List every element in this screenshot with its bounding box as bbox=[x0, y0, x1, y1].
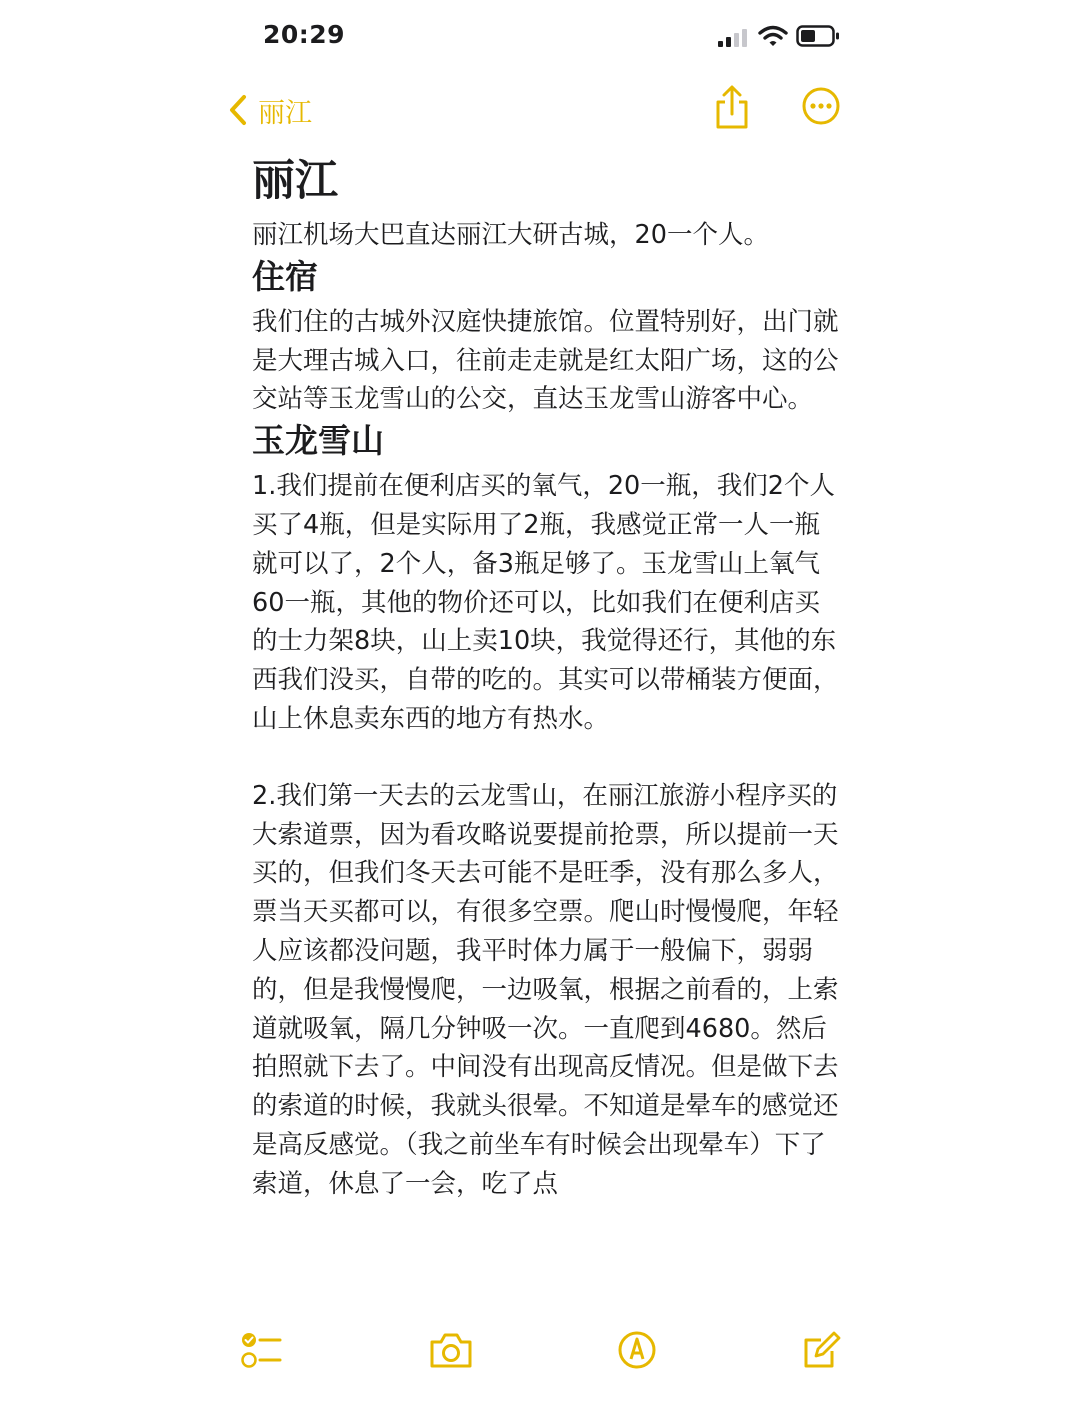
paragraph-gap bbox=[252, 739, 842, 777]
status-time: 20:29 bbox=[263, 20, 346, 49]
wifi-icon bbox=[758, 25, 788, 47]
note-title: 丽江 bbox=[252, 156, 338, 206]
checklist-icon[interactable] bbox=[240, 1330, 284, 1370]
note-intro: 丽江机场大巴直达丽江大研古城，20一个人。 bbox=[252, 220, 769, 250]
markup-icon[interactable] bbox=[617, 1330, 657, 1370]
section-heading-jade-dragon: 玉龙雪山 bbox=[252, 421, 384, 461]
note-body[interactable] bbox=[252, 150, 842, 1310]
section-heading-lodging: 住宿 bbox=[252, 256, 318, 296]
cellular-signal-icon bbox=[718, 28, 748, 48]
bottom-toolbar bbox=[0, 1322, 1080, 1382]
more-icon[interactable] bbox=[801, 86, 841, 126]
compose-icon[interactable] bbox=[802, 1330, 842, 1370]
share-icon[interactable] bbox=[712, 84, 752, 130]
section-paragraph-2: 2.我们第一天去的云龙雪山，在丽江旅游小程序买的大索道票，因为看攻略说要提前抢票，所以提前一天买的，但我们冬天去可能不是旺季，没有那么多人，票当天买都可以，有很多空票。爬山时慢慢爬，年轻人应该都没问题，我平时体力属于一般偏下，弱弱的，但是我慢慢爬，一边吸氧，根据之前看的，上索道就吸氧，隔几分钟吸一次。一直爬到4680。然后拍照就下去了。中间没有出现高反情况。但是做下去的索道的时候，我就头很晕。不知道是晕车的感觉还是高反感觉。（我之前坐车有时候会出现晕车）下了索道，休息了一会，吃了点 bbox=[252, 780, 839, 1199]
back-button[interactable] bbox=[228, 88, 312, 132]
section-paragraph-1: 1.我们提前在便利店买的氧气，20一瓶，我们2个人买了4瓶，但是实际用了2瓶，我感觉正常一人一瓶就可以了，2个人，备3瓶足够了。玉龙雪山上氧气60一瓶，其他的物价还可以，比如我们在便利店买的士力架8块，山上卖10块，我觉得还行，其他的东西我们没买，自带的吃的。其实可以带桶装方便面，山上休息卖东西的地方有热水。 bbox=[252, 471, 839, 734]
status-icons bbox=[718, 24, 842, 50]
nav-bar bbox=[0, 80, 1080, 140]
status-bar bbox=[0, 0, 1080, 70]
chevron-left-icon bbox=[228, 94, 248, 126]
section-body-lodging: 我们住的古城外汉庭快捷旅馆。位置特别好，出门就是大理古城入口，往前走走就是红太阳广场，这的公交站等玉龙雪山的公交，直达玉龙雪山游客中心。 bbox=[252, 306, 839, 415]
camera-icon[interactable] bbox=[428, 1330, 474, 1370]
back-label: 丽江 bbox=[258, 97, 312, 129]
battery-icon bbox=[796, 24, 840, 48]
